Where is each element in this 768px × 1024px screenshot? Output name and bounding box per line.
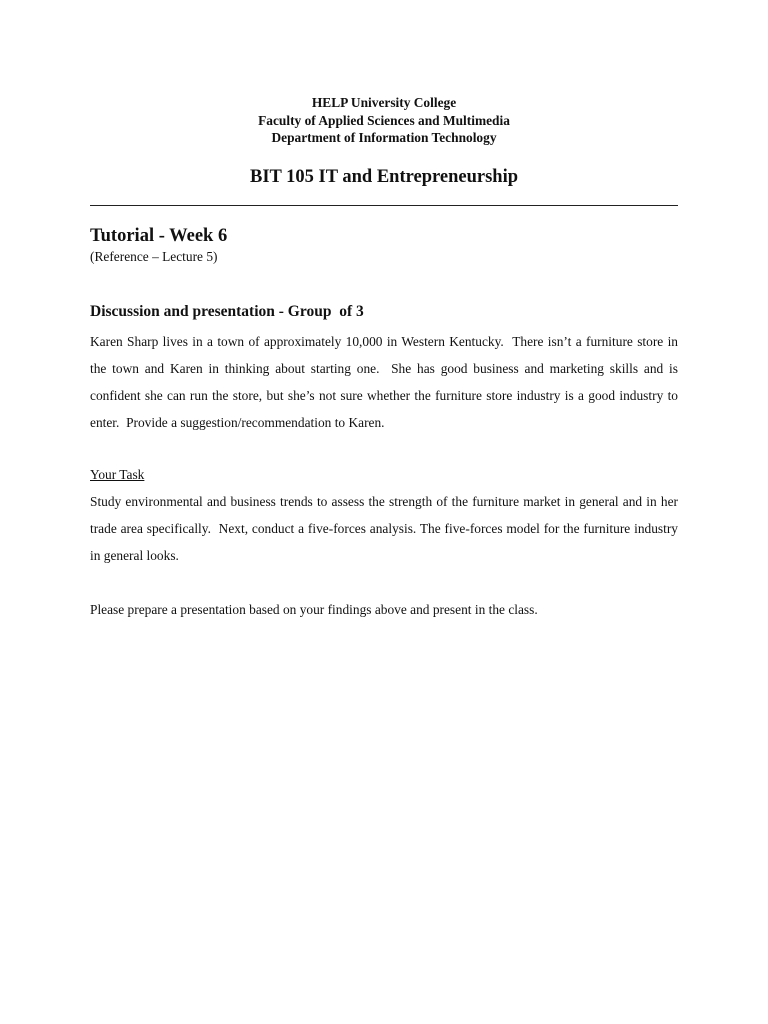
- faculty-name: Faculty of Applied Sciences and Multimedia: [258, 112, 510, 128]
- horizontal-rule: [90, 205, 678, 206]
- lecture-reference: (Reference – Lecture 5): [90, 249, 218, 264]
- your-task-label: Your Task: [90, 467, 145, 482]
- course-title: BIT 105 IT and Entrepreneurship: [250, 167, 518, 187]
- tutorial-title: Tutorial - Week 6: [90, 226, 228, 246]
- closing-paragraph: Please prepare a presentation based on your findings above and present in the class.: [90, 602, 538, 617]
- task-paragraph: Study environmental and business trends to assess the strength of the furniture market in general and in her trade area specifically. Next, conduct a five-forces analysis. The five-forces model for the furniture industry in general looks.: [90, 494, 682, 563]
- department-name: Department of Information Technology: [271, 130, 497, 145]
- discussion-heading: Discussion and presentation - Group of 3: [90, 303, 364, 320]
- document-header: [90, 94, 678, 147]
- discussion-paragraph: Karen Sharp lives in a town of approximately 10,000 in Western Kentucky. There isn’t a furniture store in the town and Karen in thinking about starting one. She has good business and marketing skills and is confident she can run the store, but she’s not sure whether the furniture store industry is a good industry to enter. Provide a suggestion/recommendation to Karen.: [90, 334, 682, 430]
- institution-name: HELP University College: [311, 95, 457, 110]
